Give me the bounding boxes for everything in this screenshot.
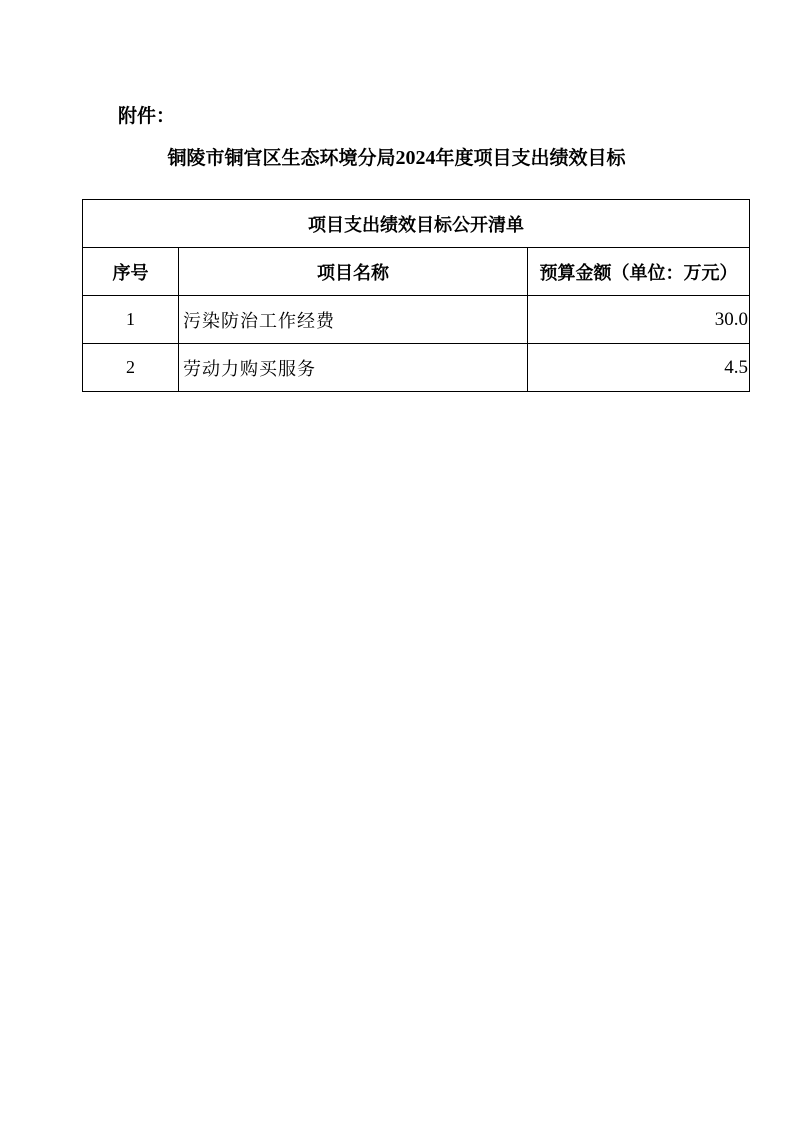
- document-title: [0, 143, 793, 173]
- document-title-prefix: 铜陵市铜官区生态环境分局: [167, 147, 396, 169]
- table-row: [83, 296, 750, 344]
- column-header-name: 项目名称: [179, 248, 528, 296]
- row-budget-amount: 4.5: [528, 344, 750, 392]
- row-budget-amount: 30.0: [528, 296, 750, 344]
- column-header-index: 序号: [83, 248, 179, 296]
- row-index: 1: [83, 296, 179, 344]
- table-row: [83, 344, 750, 392]
- row-project-name: 劳动力购买服务: [179, 344, 528, 392]
- attachment-label: 附件：: [118, 105, 176, 127]
- performance-target-table: [82, 199, 750, 392]
- table-caption: 项目支出绩效目标公开清单: [83, 200, 750, 248]
- row-project-name: 污染防治工作经费: [179, 296, 528, 344]
- row-index: 2: [83, 344, 179, 392]
- table-header-row: [83, 248, 750, 296]
- document-title-year: 2024: [395, 147, 436, 169]
- column-header-amount: 预算金额（单位：万元）: [528, 248, 750, 296]
- document-title-suffix: 年度项目支出绩效目标: [435, 147, 626, 169]
- table-caption-row: [83, 200, 750, 248]
